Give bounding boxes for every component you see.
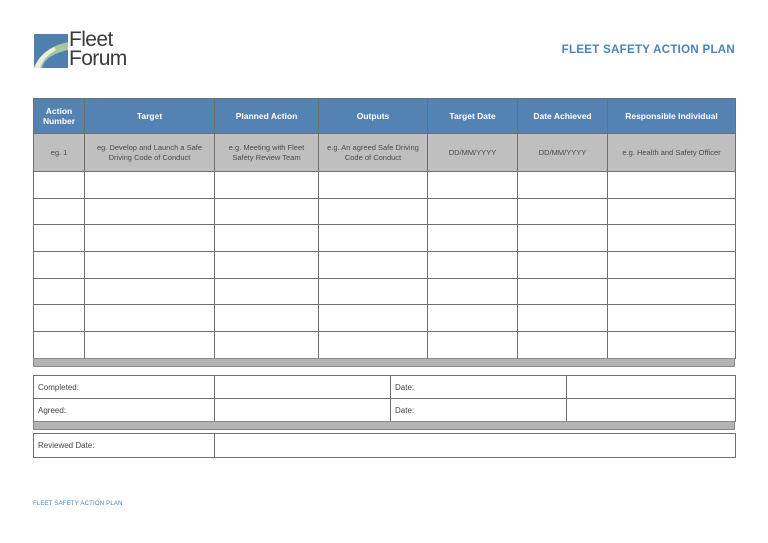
table-cell[interactable] <box>34 252 85 279</box>
example-cell: e.g. Health and Safety Officer <box>608 134 736 172</box>
table-cell[interactable] <box>518 278 608 305</box>
agreed-date-label: Date: <box>391 399 567 422</box>
example-cell: e.g. Meeting with Fleet Safety Review Team <box>215 134 319 172</box>
table-cell[interactable] <box>319 252 428 279</box>
reviewed-date-label: Reviewed Date: <box>34 434 215 458</box>
column-header: Responsible Individual <box>608 99 736 134</box>
example-cell: DD/MM/YYYY <box>518 134 608 172</box>
table-cell[interactable] <box>85 198 215 225</box>
table-cell[interactable] <box>319 278 428 305</box>
table-cell[interactable] <box>608 172 736 199</box>
document-title: FLEET SAFETY ACTION PLAN <box>561 44 735 56</box>
table-row <box>34 198 736 225</box>
table-cell[interactable] <box>34 278 85 305</box>
table-row <box>34 278 736 305</box>
table-cell[interactable] <box>428 172 518 199</box>
table-row <box>34 305 736 332</box>
table-cell[interactable] <box>215 172 319 199</box>
table-cell[interactable] <box>85 278 215 305</box>
completed-row <box>34 376 736 399</box>
table-cell[interactable] <box>518 252 608 279</box>
footer-text: FLEET SAFETY ACTION PLAN <box>33 501 123 507</box>
table-cell[interactable] <box>608 305 736 332</box>
brand-name-line1: Fleet <box>69 28 113 51</box>
column-header: Target <box>85 99 215 134</box>
table-cell[interactable] <box>215 225 319 252</box>
agreed-date-field[interactable] <box>567 399 736 422</box>
column-header: Planned Action <box>215 99 319 134</box>
table-cell[interactable] <box>34 172 85 199</box>
table-cell[interactable] <box>85 225 215 252</box>
table-cell[interactable] <box>518 305 608 332</box>
brand-name <box>69 30 127 68</box>
table-cell[interactable] <box>85 172 215 199</box>
example-cell: DD/MM/YYYY <box>428 134 518 172</box>
table-row <box>34 172 736 199</box>
table-cell[interactable] <box>319 332 428 359</box>
table-cell[interactable] <box>34 332 85 359</box>
completed-date-label: Date: <box>391 376 567 399</box>
completed-label: Completed: <box>34 376 215 399</box>
table-cell[interactable] <box>215 198 319 225</box>
table-cell[interactable] <box>215 252 319 279</box>
example-row <box>34 134 736 172</box>
table-cell[interactable] <box>428 225 518 252</box>
reviewed-date-field[interactable] <box>215 434 736 458</box>
completed-field[interactable] <box>215 376 391 399</box>
table-cell[interactable] <box>518 198 608 225</box>
table-cell[interactable] <box>518 332 608 359</box>
column-header: Date Achieved <box>518 99 608 134</box>
table-cell[interactable] <box>319 198 428 225</box>
table-cell[interactable] <box>608 252 736 279</box>
table-cell[interactable] <box>215 332 319 359</box>
example-cell: eg. Develop and Launch a Safe Driving Code of Conduct <box>85 134 215 172</box>
section-divider <box>33 421 735 430</box>
table-cell[interactable] <box>518 225 608 252</box>
agreed-row <box>34 399 736 422</box>
column-header: Action Number <box>34 99 85 134</box>
table-cell[interactable] <box>428 252 518 279</box>
table-cell[interactable] <box>608 332 736 359</box>
table-cell[interactable] <box>608 225 736 252</box>
column-header: Outputs <box>319 99 428 134</box>
section-divider <box>33 358 735 367</box>
brand-name-line2: Forum <box>69 47 127 70</box>
column-header: Target Date <box>428 99 518 134</box>
road-logo-icon <box>34 34 68 68</box>
table-cell[interactable] <box>215 278 319 305</box>
table-cell[interactable] <box>608 198 736 225</box>
agreed-label: Agreed: <box>34 399 215 422</box>
signoff-table <box>33 375 736 422</box>
table-cell[interactable] <box>85 332 215 359</box>
action-plan-table <box>33 98 736 359</box>
header-row <box>34 99 736 134</box>
review-table <box>33 433 736 458</box>
table-cell[interactable] <box>34 225 85 252</box>
table-cell[interactable] <box>85 305 215 332</box>
table-cell[interactable] <box>34 305 85 332</box>
table-cell[interactable] <box>215 305 319 332</box>
table-cell[interactable] <box>518 172 608 199</box>
example-cell: e.g. An agreed Safe Driving Code of Conduct <box>319 134 428 172</box>
table-cell[interactable] <box>428 198 518 225</box>
table-row <box>34 332 736 359</box>
fleet-forum-logo <box>34 28 134 70</box>
table-row <box>34 252 736 279</box>
table-cell[interactable] <box>608 278 736 305</box>
example-cell: eg. 1 <box>34 134 85 172</box>
table-cell[interactable] <box>319 172 428 199</box>
table-cell[interactable] <box>319 225 428 252</box>
table-cell[interactable] <box>428 278 518 305</box>
reviewed-row <box>34 434 736 458</box>
table-cell[interactable] <box>428 332 518 359</box>
table-row <box>34 225 736 252</box>
table-cell[interactable] <box>85 252 215 279</box>
table-cell[interactable] <box>34 198 85 225</box>
completed-date-field[interactable] <box>567 376 736 399</box>
agreed-field[interactable] <box>215 399 391 422</box>
table-cell[interactable] <box>319 305 428 332</box>
table-cell[interactable] <box>428 305 518 332</box>
